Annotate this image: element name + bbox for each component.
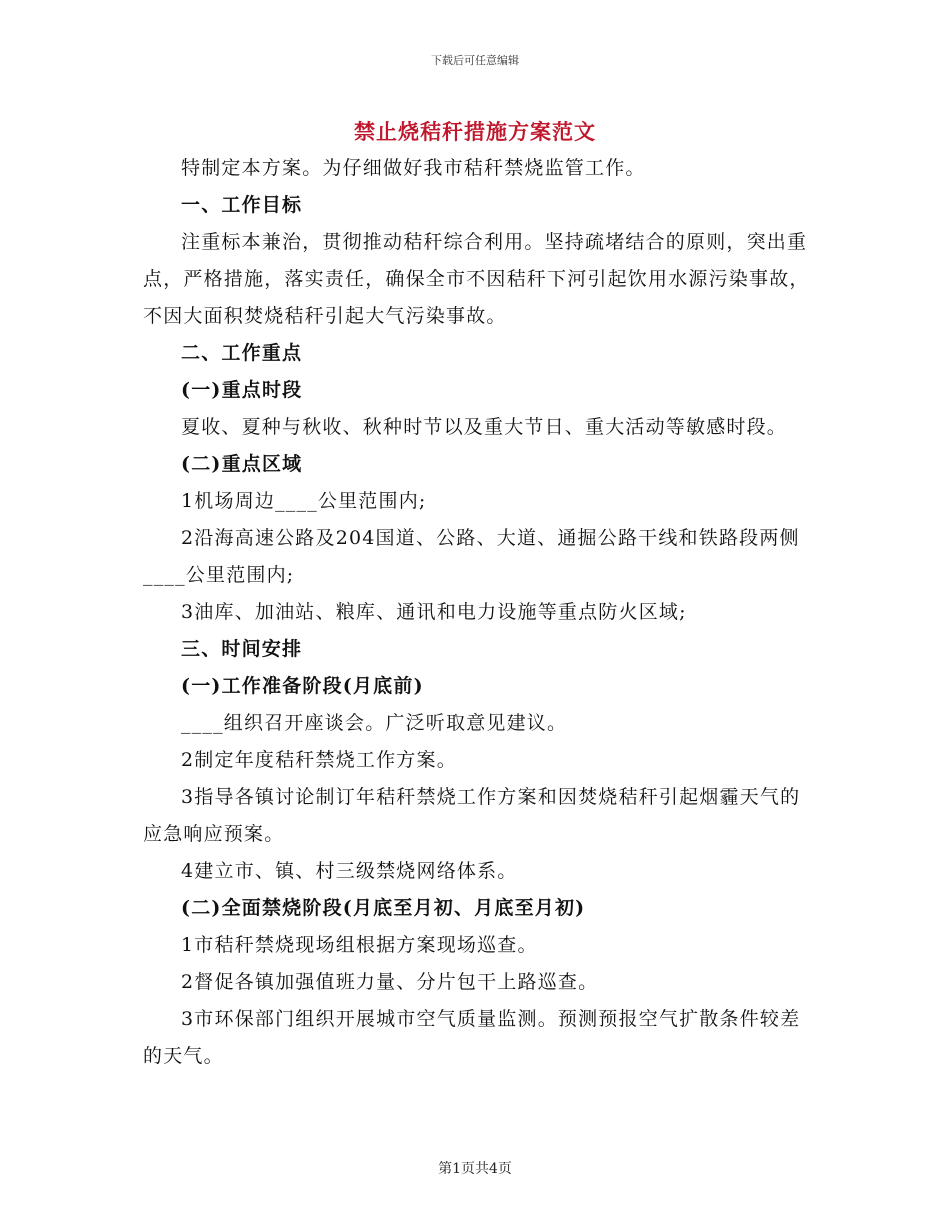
paragraph-1: 特制定本方案。为仔细做好我市秸秆禁烧监管工作。 [181,157,646,179]
section-heading-1: 一、工作目标 [181,194,303,216]
list-item-4: ____组织召开座谈会。广泛听取意见建议。 [181,712,568,734]
list-item-10: 3市环保部门组织开展城市空气质量监测。预测预报空气扩散条件较差的天气。 [143,1008,801,1067]
page-footer: 第1页共4页 [438,1161,512,1177]
list-item-8: 1市秸秆禁烧现场组根据方案现场巡查。 [181,934,538,956]
document-body [143,150,813,1075]
document-title: 禁止烧秸秆措施方案范文 [354,119,596,144]
paragraph-3: 夏收、夏种与秋收、秋种时节以及重大节日、重大活动等敏感时段。 [181,416,788,438]
list-item-6: 3指导各镇讨论制订年秸秆禁烧工作方案和因焚烧秸秆引起烟霾天气的应急响应预案。 [143,786,801,845]
section-heading-2: 二、工作重点 [181,342,303,364]
list-item-9: 2督促各镇加强值班力量、分片包干上路巡查。 [181,971,599,993]
subsection-heading-2: (二)重点区域 [181,453,303,475]
list-item-3: 3油库、加油站、粮库、通讯和电力设施等重点防火区域; [181,601,687,623]
paragraph-2: 注重标本兼治，贯彻推动秸秆综合利用。坚持疏堵结合的原则，突出重点，严格措施，落实责任，确保全市不因秸秆下河引起饮用水源污染事故，不因大面积焚烧秸秆引起大气污染事故。 [143,231,810,327]
subsection-heading-4: (二)全面禁烧阶段(月底至月初、月底至月初) [181,897,586,919]
header-note: 下载后可任意编辑 [431,54,519,67]
list-item-7: 4建立市、镇、村三级禁烧网络体系。 [181,860,518,882]
list-item-2: 2沿海高速公路及204国道、公路、大道、通掘公路干线和铁路段两侧____公里范围内; [143,527,800,586]
subsection-heading-3: (一)工作准备阶段(月底前) [181,675,424,697]
list-item-5: 2制定年度秸秆禁烧工作方案。 [181,749,457,771]
section-heading-3: 三、时间安排 [181,638,303,660]
subsection-heading-1: (一)重点时段 [181,379,303,401]
list-item-1: 1机场周边____公里范围内; [181,490,427,512]
